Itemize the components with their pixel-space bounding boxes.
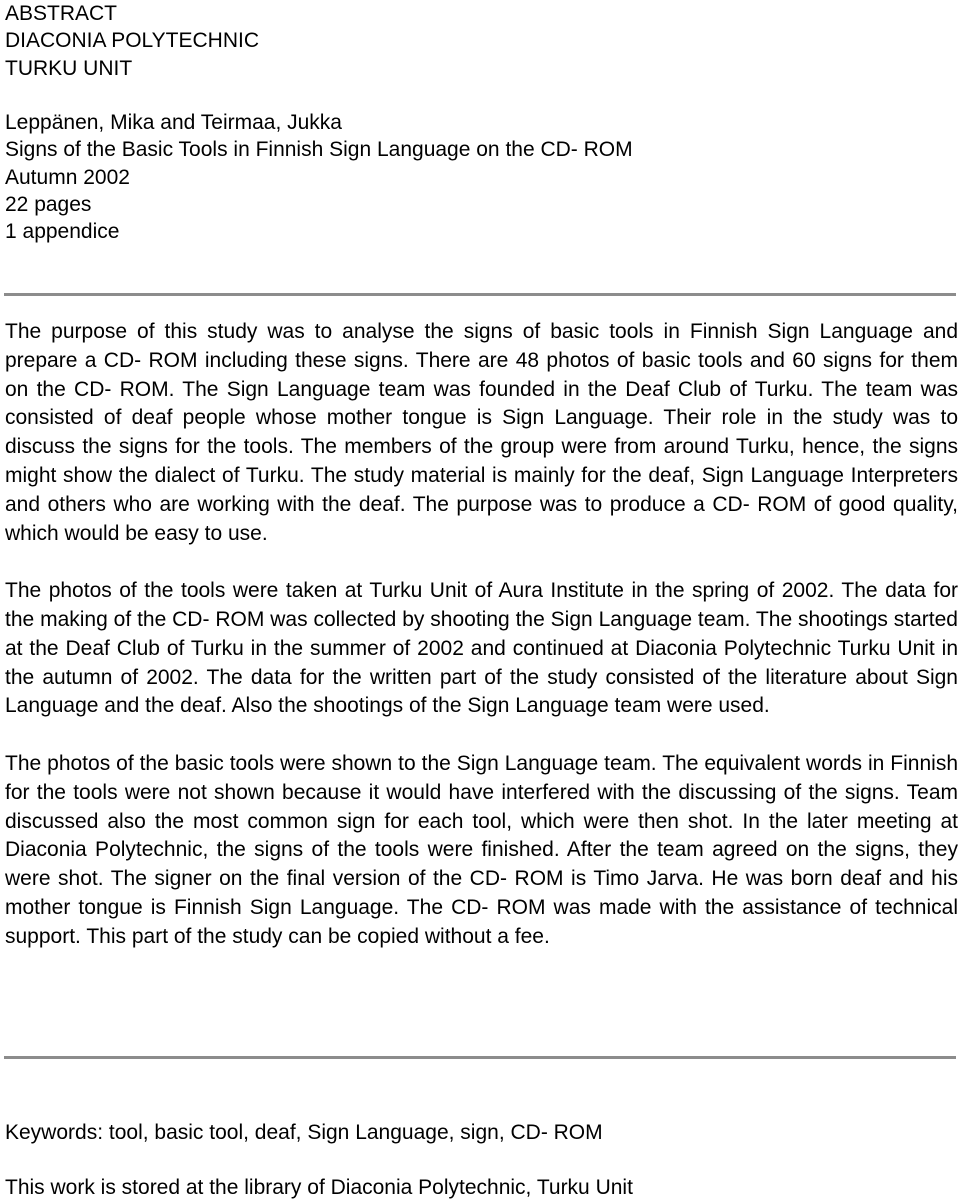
bottom-divider [4, 1056, 956, 1059]
page-count: 22 pages [5, 193, 92, 217]
top-divider [4, 293, 956, 296]
document-header [5, 0, 633, 246]
keywords-line: Keywords: tool, basic tool, deaf, Sign Language, sign, CD- ROM [5, 1121, 603, 1144]
abstract-paragraph-2: The photos of the tools were taken at Turku Unit of Aura Institute in the spring of 2002. The data for the making of the CD- ROM was collected by shooting the Sign Language team. The shootings started at the Deaf Club of Turku in the summer of 2002 and continued at Diaconia Polytechnic Turku Unit in the autumn of 2002. The data for the written part of the study consisted of the literature about Sign Language and the deaf. Also the shootings of the Sign Language team were used. [5, 579, 958, 718]
authors: Leppänen, Mika and Teirmaa, Jukka [5, 111, 342, 135]
thesis-title: Signs of the Basic Tools in Finnish Sign Language on the CD- ROM [5, 138, 633, 162]
abstract-body [5, 318, 958, 952]
abstract-paragraph-1: The purpose of this study was to analyse the signs of basic tools in Finnish Sign Language and prepare a CD- ROM including these signs. There are 48 photos of basic tools and 60 signs for them on the CD- ROM. The Sign Language team was founded in the Deaf Club of Turku. The team was consisted of deaf people whose mother tongue is Sign Language. Their role in the study was to discuss the signs for the tools. The members of the group were from around Turku, hence, the signs might show the dialect of Turku. The study material is mainly for the deaf, Sign Language Interpreters and others who are working with the deaf. The purpose was to produce a CD- ROM of good quality, which would be easy to use. [5, 320, 958, 545]
appendix-count: 1 appendice [5, 220, 120, 244]
storage-note: This work is stored at the library of Diaconia Polytechnic, Turku Unit [5, 1176, 633, 1199]
abstract-paragraph-3: The photos of the basic tools were shown to the Sign Language team. The equivalent words in Finnish for the tools were not shown because it would have interfered with the discussing of the signs. Team discussed also the most common sign for each tool, which were then shot. In the later meeting at Diaconia Polytechnic, the signs of the tools were finished. After the team agreed on the signs, they were shot. The signer on the final version of the CD- ROM is Timo Jarva. He was born deaf and his mother tongue is Finnish Sign Language. The CD- ROM was made with the assistance of technical support. This part of the study can be copied without a fee. [5, 751, 958, 948]
abstract-label: ABSTRACT [5, 2, 118, 25]
institution-name: DIACONIA POLYTECHNIC [5, 29, 259, 53]
header-spacer [5, 82, 633, 109]
publication-date: Autumn 2002 [5, 165, 130, 189]
unit-name: TURKU UNIT [5, 56, 133, 80]
